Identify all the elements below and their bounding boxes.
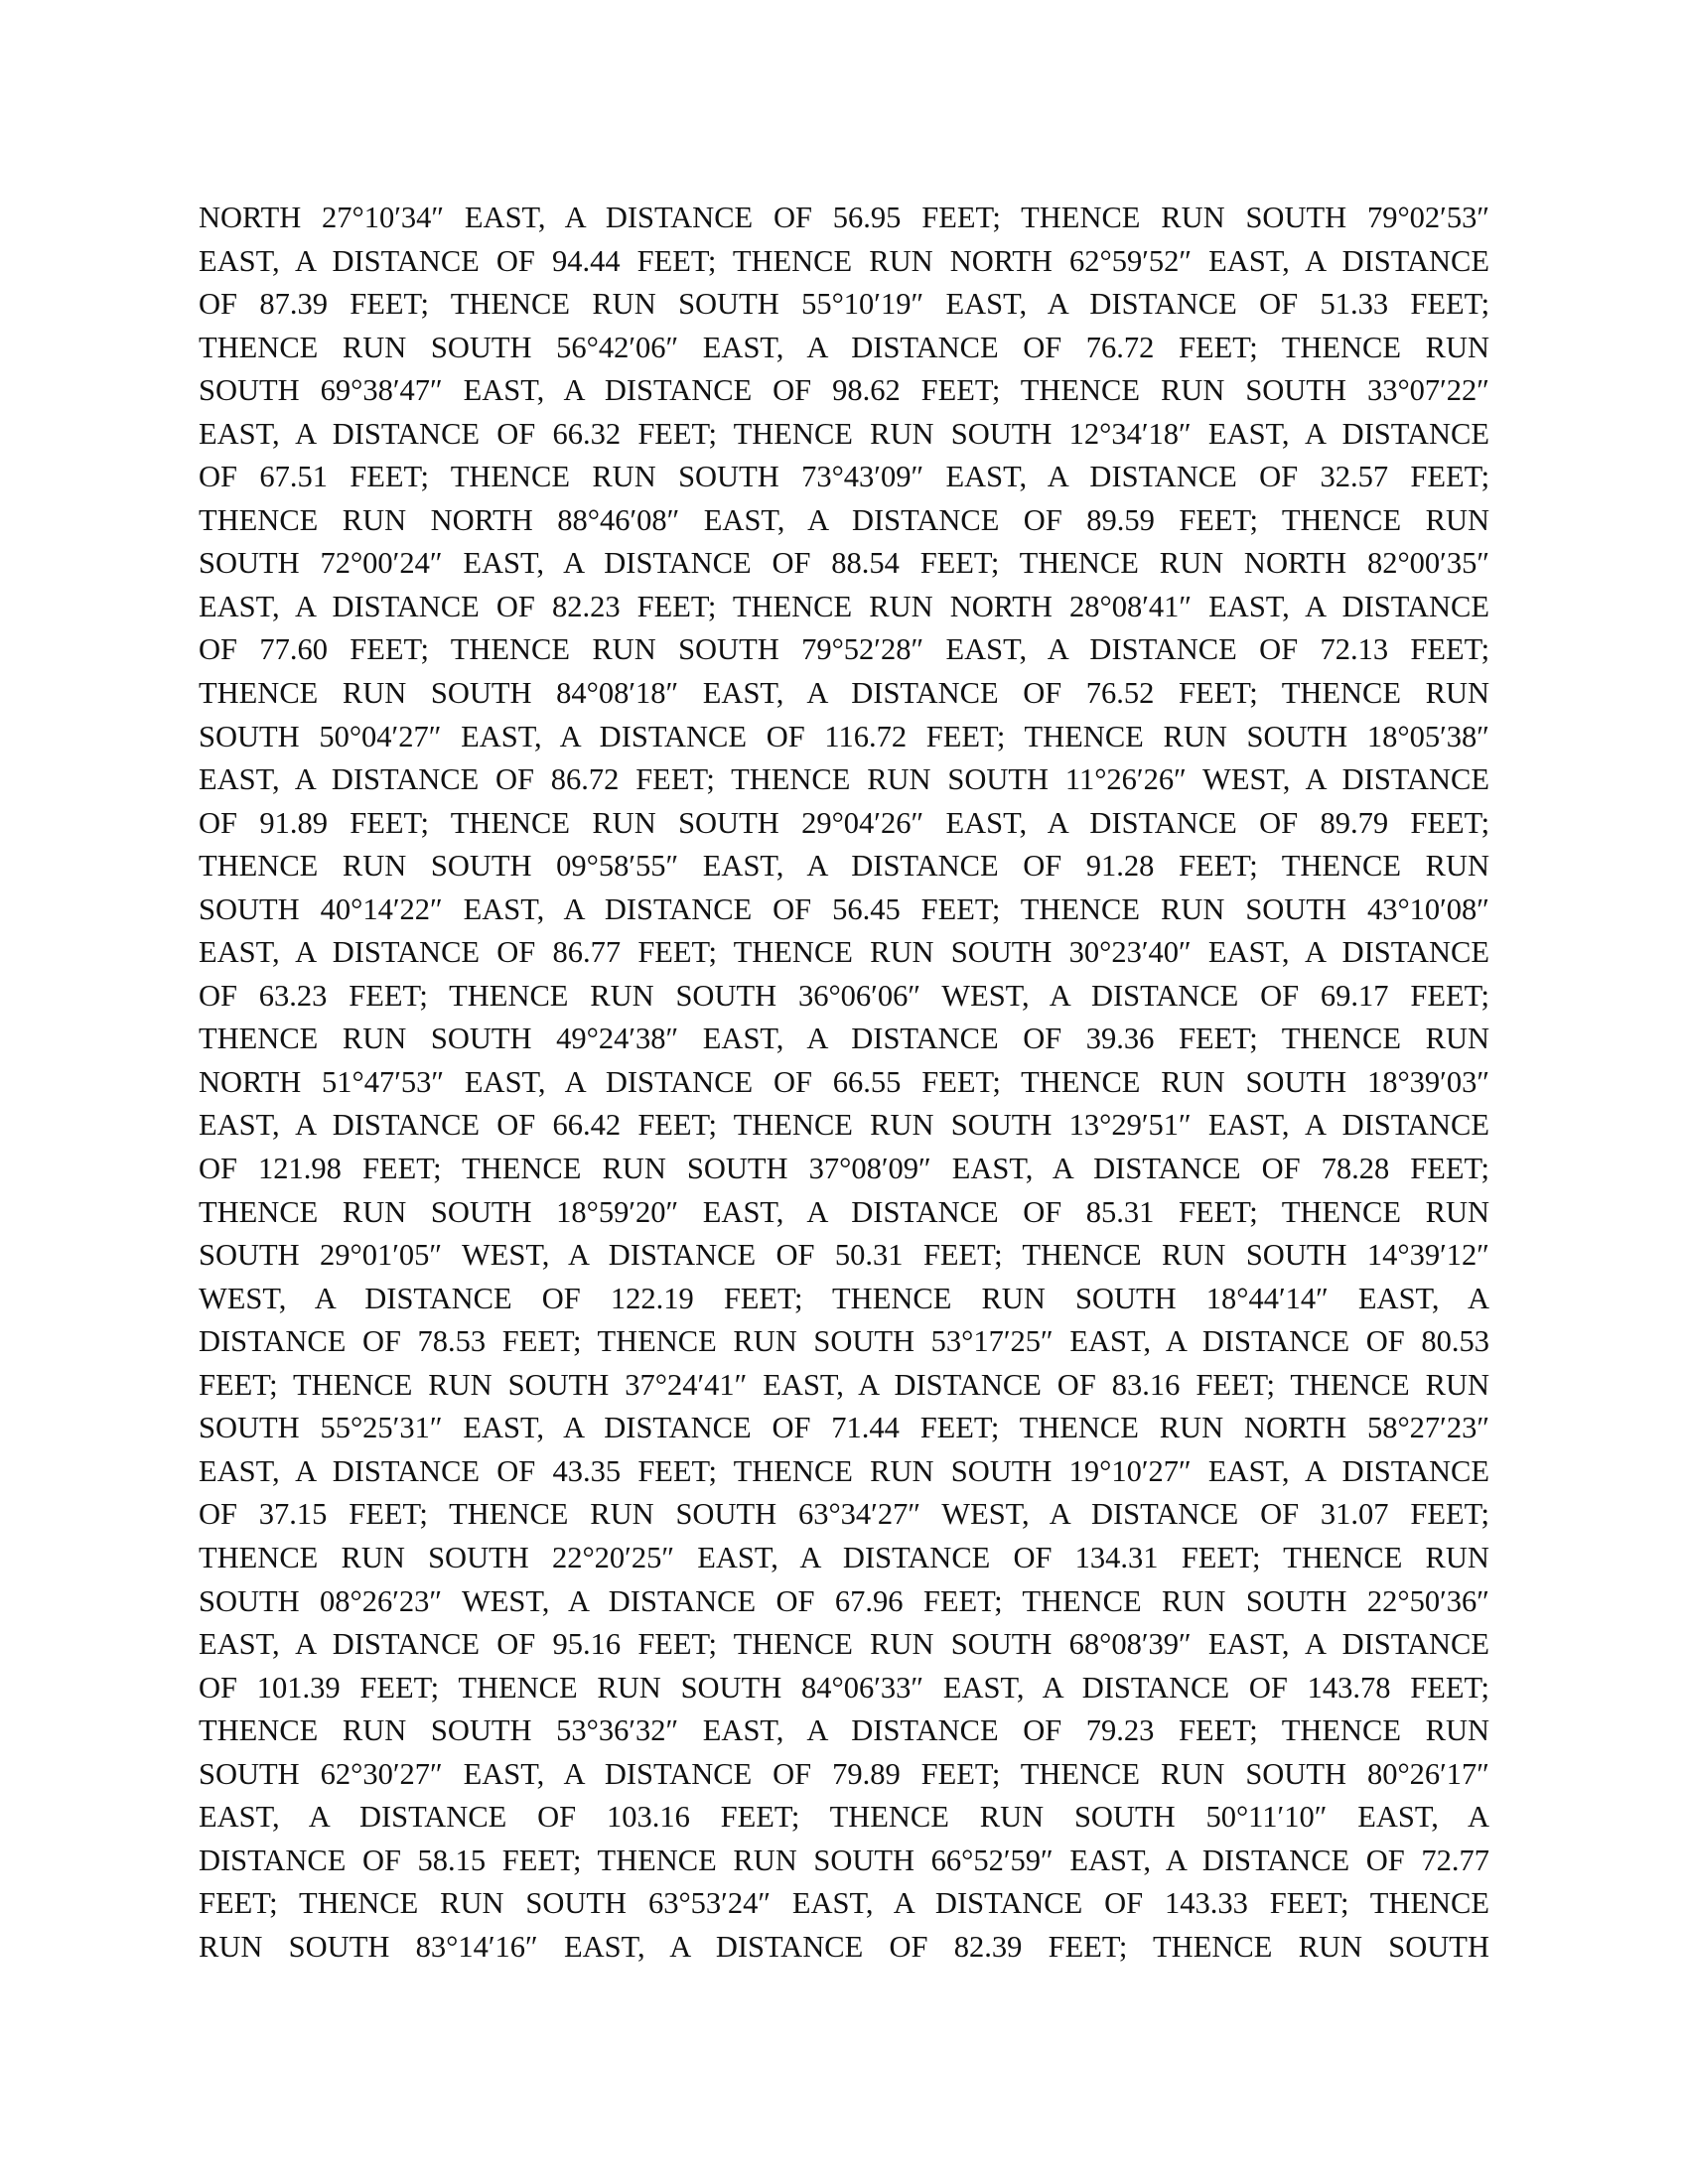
- text-line: THENCE RUN SOUTH 56°42′06″ EAST, A DISTANCE OF 76.72 FEET; THENCE RUN: [199, 330, 1489, 364]
- text-line: SOUTH 29°01′05″ WEST, A DISTANCE OF 50.31 FEET; THENCE RUN SOUTH 14°39′12″: [199, 1238, 1489, 1273]
- text-line: SOUTH 69°38′47″ EAST, A DISTANCE OF 98.62 FEET; THENCE RUN SOUTH 33°07′22″: [199, 373, 1490, 408]
- text-line: RUN SOUTH 83°14′16″ EAST, A DISTANCE OF 82.39 FEET; THENCE RUN SOUTH: [199, 1929, 1489, 1964]
- text-line: THENCE RUN SOUTH 53°36′32″ EAST, A DISTANCE OF 79.23 FEET; THENCE RUN: [199, 1713, 1489, 1748]
- text-line: NORTH 27°10′34″ EAST, A DISTANCE OF 56.95 FEET; THENCE RUN SOUTH 79°02′53″: [199, 201, 1490, 234]
- text-line: OF 77.60 FEET; THENCE RUN SOUTH 79°52′28″ EAST, A DISTANCE OF 72.13 FEET;: [199, 632, 1490, 667]
- text-line: EAST, A DISTANCE OF 95.16 FEET; THENCE RUN SOUTH 68°08′39″ EAST, A DISTANCE: [199, 1627, 1489, 1662]
- text-line: THENCE RUN SOUTH 09°58′55″ EAST, A DISTANCE OF 91.28 FEET; THENCE RUN: [199, 849, 1489, 884]
- text-line: OF 63.23 FEET; THENCE RUN SOUTH 36°06′06″ WEST, A DISTANCE OF 69.17 FEET;: [199, 978, 1490, 1013]
- text-line: EAST, A DISTANCE OF 103.16 FEET; THENCE RUN SOUTH 50°11′10″ EAST, A: [199, 1800, 1490, 1835]
- text-line: THENCE RUN SOUTH 22°20′25″ EAST, A DISTANCE OF 134.31 FEET; THENCE RUN: [199, 1540, 1489, 1574]
- text-line: FEET; THENCE RUN SOUTH 63°53′24″ EAST, A DISTANCE OF 143.33 FEET; THENCE: [199, 1886, 1490, 1921]
- text-line: EAST, A DISTANCE OF 66.42 FEET; THENCE RUN SOUTH 13°29′51″ EAST, A DISTANCE: [199, 1108, 1489, 1143]
- text-line: OF 87.39 FEET; THENCE RUN SOUTH 55°10′19″ EAST, A DISTANCE OF 51.33 FEET;: [199, 287, 1490, 322]
- text-line: EAST, A DISTANCE OF 86.72 FEET; THENCE RUN SOUTH 11°26′26″ WEST, A DISTANCE: [199, 762, 1490, 797]
- text-line: DISTANCE OF 78.53 FEET; THENCE RUN SOUTH 53°17′25″ EAST, A DISTANCE OF 80.53: [199, 1324, 1490, 1359]
- text-line: EAST, A DISTANCE OF 86.77 FEET; THENCE RUN SOUTH 30°23′40″ EAST, A DISTANCE: [199, 935, 1489, 970]
- text-line: EAST, A DISTANCE OF 94.44 FEET; THENCE RUN NORTH 62°59′52″ EAST, A DISTANCE: [199, 243, 1489, 278]
- text-line: THENCE RUN SOUTH 84°08′18″ EAST, A DISTANCE OF 76.52 FEET; THENCE RUN: [199, 676, 1489, 711]
- text-line: EAST, A DISTANCE OF 82.23 FEET; THENCE RUN NORTH 28°08′41″ EAST, A DISTANCE: [199, 589, 1489, 623]
- legal-description-body: [199, 197, 1489, 1969]
- text-line: THENCE RUN NORTH 88°46′08″ EAST, A DISTANCE OF 89.59 FEET; THENCE RUN: [199, 502, 1490, 537]
- text-line: FEET; THENCE RUN SOUTH 37°24′41″ EAST, A DISTANCE OF 83.16 FEET; THENCE RUN: [199, 1367, 1490, 1402]
- text-line: THENCE RUN SOUTH 18°59′20″ EAST, A DISTANCE OF 85.31 FEET; THENCE RUN: [199, 1194, 1489, 1229]
- text-line: THENCE RUN SOUTH 49°24′38″ EAST, A DISTANCE OF 39.36 FEET; THENCE RUN: [199, 1022, 1489, 1056]
- text-line: OF 101.39 FEET; THENCE RUN SOUTH 84°06′33″ EAST, A DISTANCE OF 143.78 FEET;: [199, 1670, 1489, 1705]
- text-line: SOUTH 50°04′27″ EAST, A DISTANCE OF 116.72 FEET; THENCE RUN SOUTH 18°05′38″: [199, 719, 1489, 753]
- text-line: DISTANCE OF 58.15 FEET; THENCE RUN SOUTH 66°52′59″ EAST, A DISTANCE OF 72.77: [199, 1843, 1490, 1877]
- text-line: SOUTH 62°30′27″ EAST, A DISTANCE OF 79.89 FEET; THENCE RUN SOUTH 80°26′17″: [199, 1756, 1490, 1791]
- text-line: OF 121.98 FEET; THENCE RUN SOUTH 37°08′09″ EAST, A DISTANCE OF 78.28 FEET;: [199, 1152, 1489, 1186]
- text-line: SOUTH 08°26′23″ WEST, A DISTANCE OF 67.96 FEET; THENCE RUN SOUTH 22°50′36″: [199, 1583, 1489, 1618]
- text-line: SOUTH 55°25′31″ EAST, A DISTANCE OF 71.44 FEET; THENCE RUN NORTH 58°27′23″: [199, 1411, 1490, 1445]
- text-line: EAST, A DISTANCE OF 66.32 FEET; THENCE RUN SOUTH 12°34′18″ EAST, A DISTANCE: [199, 416, 1489, 451]
- text-line: SOUTH 72°00′24″ EAST, A DISTANCE OF 88.54 FEET; THENCE RUN NORTH 82°00′35″: [199, 546, 1490, 581]
- text-line: WEST, A DISTANCE OF 122.19 FEET; THENCE RUN SOUTH 18°44′14″ EAST, A: [199, 1281, 1489, 1315]
- text-line: OF 91.89 FEET; THENCE RUN SOUTH 29°04′26″ EAST, A DISTANCE OF 89.79 FEET;: [199, 805, 1490, 840]
- text-line: OF 67.51 FEET; THENCE RUN SOUTH 73°43′09″ EAST, A DISTANCE OF 32.57 FEET;: [199, 460, 1490, 494]
- text-line: EAST, A DISTANCE OF 43.35 FEET; THENCE RUN SOUTH 19°10′27″ EAST, A DISTANCE: [199, 1453, 1489, 1488]
- text-line: SOUTH 40°14′22″ EAST, A DISTANCE OF 56.45 FEET; THENCE RUN SOUTH 43°10′08″: [199, 891, 1490, 926]
- text-line: OF 37.15 FEET; THENCE RUN SOUTH 63°34′27″ WEST, A DISTANCE OF 31.07 FEET;: [199, 1497, 1490, 1532]
- text-line: NORTH 51°47′53″ EAST, A DISTANCE OF 66.55 FEET; THENCE RUN SOUTH 18°39′03″: [199, 1064, 1490, 1099]
